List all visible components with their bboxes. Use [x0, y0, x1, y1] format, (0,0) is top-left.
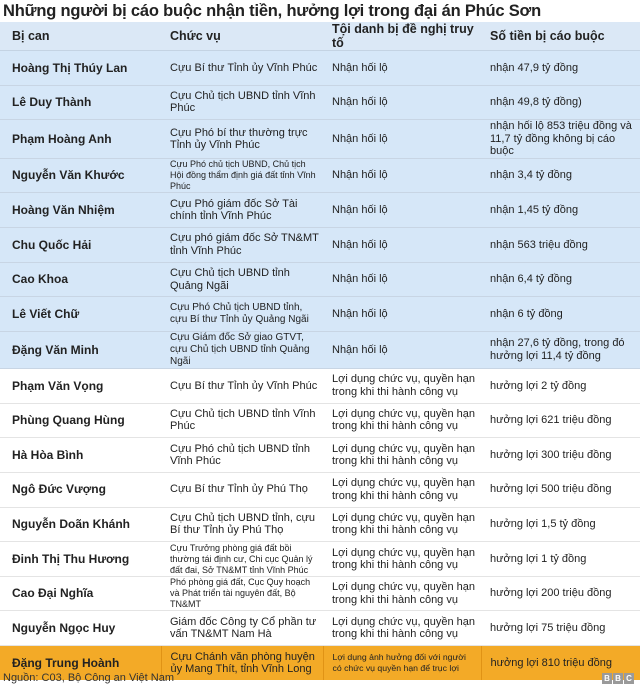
- defendant-amount: hưởng lợi 621 triệu đồng: [481, 403, 640, 438]
- defendant-charge: Lợi dụng chức vụ, quyền hạn trong khi thi hành công vụ: [323, 472, 481, 507]
- defendant-amount: nhận 27,6 tỷ đồng, trong đó hưởng lợi 11,4 tỷ đồng: [481, 331, 640, 368]
- table-row: [0, 611, 640, 646]
- defendant-amount: hưởng lợi 300 triệu đồng: [481, 438, 640, 473]
- defendant-amount: nhận 563 triệu đồng: [481, 228, 640, 263]
- defendant-amount: hưởng lợi 200 triệu đồng: [481, 576, 640, 611]
- defendants-table: [0, 22, 640, 680]
- defendant-amount: nhận 6,4 tỷ đồng: [481, 262, 640, 297]
- defendant-charge: Nhận hối lộ: [323, 85, 481, 120]
- defendant-amount: hưởng lợi 1,5 tỷ đồng: [481, 507, 640, 542]
- defendant-name: Chu Quốc Hải: [0, 228, 161, 263]
- defendant-position: Cựu phó giám đốc Sở TN&MT tỉnh Vĩnh Phúc: [161, 228, 323, 263]
- defendant-charge: Lợi dụng ảnh hưởng đối với người có chức vụ quyền hạn để trục lợi: [323, 646, 481, 681]
- defendant-charge: Nhận hối lộ: [323, 228, 481, 263]
- defendant-name: Hoàng Thị Thúy Lan: [0, 51, 161, 86]
- defendant-position: Cựu Chánh văn phòng huyện ủy Mang Thít, tỉnh Vĩnh Long: [161, 646, 323, 681]
- defendant-amount: nhận 1,45 tỷ đồng: [481, 193, 640, 228]
- defendant-amount: hưởng lợi 810 triệu đồng: [481, 646, 640, 681]
- defendant-amount: nhận hối lộ 853 triệu đồng và 11,7 tỷ đồng không bị cáo buộc: [481, 120, 640, 159]
- defendant-name: Ngô Đức Vượng: [0, 472, 161, 507]
- defendant-charge: Lợi dụng chức vụ, quyền hạn trong khi thi hành công vụ: [323, 576, 481, 611]
- defendant-name: Phạm Hoàng Anh: [0, 120, 161, 159]
- table-row: [0, 472, 640, 507]
- defendant-charge: Nhận hối lộ: [323, 262, 481, 297]
- defendant-charge: Lợi dụng chức vụ, quyền hạn trong khi thi hành công vụ: [323, 368, 481, 403]
- defendant-name: Đặng Trung Hoành: [0, 646, 161, 681]
- table-row: [0, 85, 640, 120]
- defendant-position: Cựu Bí thư Tỉnh ủy Vĩnh Phúc: [161, 51, 323, 86]
- defendant-charge: Nhận hối lộ: [323, 120, 481, 159]
- defendant-position: Cựu Chủ tịch UBND tỉnh Quảng Ngãi: [161, 262, 323, 297]
- table-row: [0, 297, 640, 332]
- defendant-name: Cao Đại Nghĩa: [0, 576, 161, 611]
- defendant-position: Cựu Phó Chủ tịch UBND tỉnh, cựu Bí thư Tỉnh ủy Quảng Ngãi: [161, 297, 323, 332]
- defendant-amount: hưởng lợi 500 triệu đồng: [481, 472, 640, 507]
- table-row: [0, 193, 640, 228]
- table-row: [0, 542, 640, 577]
- defendant-position: Cựu Giám đốc Sở giao GTVT, cựu Chủ tịch UBND tỉnh Quảng Ngãi: [161, 331, 323, 368]
- table-row: [0, 507, 640, 542]
- defendant-charge: Nhận hối lộ: [323, 158, 481, 193]
- defendant-amount: nhận 47,9 tỷ đồng: [481, 51, 640, 86]
- defendant-name: Cao Khoa: [0, 262, 161, 297]
- table-row: [0, 403, 640, 438]
- bbc-logo-letter: B: [602, 673, 612, 684]
- defendant-charge: Nhận hối lộ: [323, 331, 481, 368]
- defendant-position: Cựu Phó chủ tịch UBND tỉnh Vĩnh Phúc: [161, 438, 323, 473]
- defendant-name: Nguyễn Doãn Khánh: [0, 507, 161, 542]
- defendant-charge: Nhận hối lộ: [323, 51, 481, 86]
- bbc-logo: [602, 673, 634, 684]
- table-row: [0, 158, 640, 193]
- defendant-name: Hà Hòa Bình: [0, 438, 161, 473]
- defendant-position: Phó phòng giá đất, Cục Quy hoạch và Phát triển tài nguyên đất, Bộ TN&MT: [161, 576, 323, 611]
- bbc-logo-letter: B: [613, 673, 623, 684]
- header-amount: Số tiền bị cáo buộc: [481, 22, 640, 51]
- defendant-charge: Lợi dụng chức vụ, quyền hạn trong khi thi hành công vụ: [323, 611, 481, 646]
- header-defendant: Bị can: [0, 22, 161, 51]
- defendant-name: Nguyễn Ngọc Huy: [0, 611, 161, 646]
- defendant-amount: nhận 6 tỷ đồng: [481, 297, 640, 332]
- defendant-name: Đinh Thị Thu Hương: [0, 542, 161, 577]
- defendant-amount: hưởng lợi 1 tỷ đồng: [481, 542, 640, 577]
- source-note: Nguồn: C03, Bộ Công an Việt Nam: [3, 672, 175, 684]
- defendant-charge: Lợi dụng chức vụ, quyền hạn trong khi thi hành công vụ: [323, 507, 481, 542]
- defendant-position: Cựu Chủ tịch UBND tỉnh, cựu Bí thư Tỉnh ủy Phú Thọ: [161, 507, 323, 542]
- defendant-charge: Nhận hối lộ: [323, 193, 481, 228]
- defendant-position: Cựu Bí thư Tỉnh ủy Phú Thọ: [161, 472, 323, 507]
- chart-title: Những người bị cáo buộc nhận tiền, hưởng lợi trong đại án Phúc Sơn: [3, 2, 541, 20]
- defendant-position: Cựu Bí thư Tỉnh ủy Vĩnh Phúc: [161, 368, 323, 403]
- table-row: [0, 438, 640, 473]
- defendant-amount: hưởng lợi 75 triệu đồng: [481, 611, 640, 646]
- defendant-position: Giám đốc Công ty Cổ phần tư vấn TN&MT Nam Hà: [161, 611, 323, 646]
- defendant-name: Lê Viết Chữ: [0, 297, 161, 332]
- defendant-position: Cựu Chủ tịch UBND tỉnh Vĩnh Phúc: [161, 85, 323, 120]
- defendant-position: Cựu Phó bí thư thường trực Tỉnh ủy Vĩnh Phúc: [161, 120, 323, 159]
- defendant-amount: hưởng lợi 2 tỷ đồng: [481, 368, 640, 403]
- defendant-name: Hoàng Văn Nhiệm: [0, 193, 161, 228]
- header-position: Chức vụ: [161, 22, 323, 51]
- bbc-logo-letter: C: [624, 673, 634, 684]
- table-row: [0, 368, 640, 403]
- defendant-position: Cựu Phó chủ tịch UBND, Chủ tịch Hội đồng thẩm định giá đất tỉnh Vĩnh Phúc: [161, 158, 323, 193]
- table-row: [0, 120, 640, 159]
- defendant-name: Nguyễn Văn Khước: [0, 158, 161, 193]
- defendant-amount: nhận 49,8 tỷ đồng): [481, 85, 640, 120]
- header-charge: Tội danh bị đề nghị truy tố: [323, 22, 481, 51]
- defendant-charge: Lợi dụng chức vụ, quyền hạn trong khi thi hành công vụ: [323, 542, 481, 577]
- defendant-charge: Nhận hối lộ: [323, 297, 481, 332]
- defendant-charge: Lợi dụng chức vụ, quyền hạn trong khi thi hành công vụ: [323, 403, 481, 438]
- defendant-name: Phùng Quang Hùng: [0, 403, 161, 438]
- defendant-charge: Lợi dụng chức vụ, quyền hạn trong khi thi hành công vụ: [323, 438, 481, 473]
- table-row: [0, 51, 640, 86]
- defendant-name: Lê Duy Thành: [0, 85, 161, 120]
- defendant-position: Cựu Phó giám đốc Sở Tài chính tỉnh Vĩnh Phúc: [161, 193, 323, 228]
- defendant-amount: nhận 3,4 tỷ đồng: [481, 158, 640, 193]
- table-row: [0, 262, 640, 297]
- table-header-row: [0, 22, 640, 51]
- table-row: [0, 228, 640, 263]
- defendant-position: Cựu Chủ tịch UBND tỉnh Vĩnh Phúc: [161, 403, 323, 438]
- table-row: [0, 576, 640, 611]
- defendant-name: Phạm Văn Vọng: [0, 368, 161, 403]
- defendant-name: Đặng Văn Minh: [0, 331, 161, 368]
- table-row: [0, 331, 640, 368]
- defendant-position: Cựu Trưởng phòng giá đất bồi thường tái định cư, Chi cục Quản lý đất đai, Sở TN&MT tỉnh Vĩnh Phúc: [161, 542, 323, 577]
